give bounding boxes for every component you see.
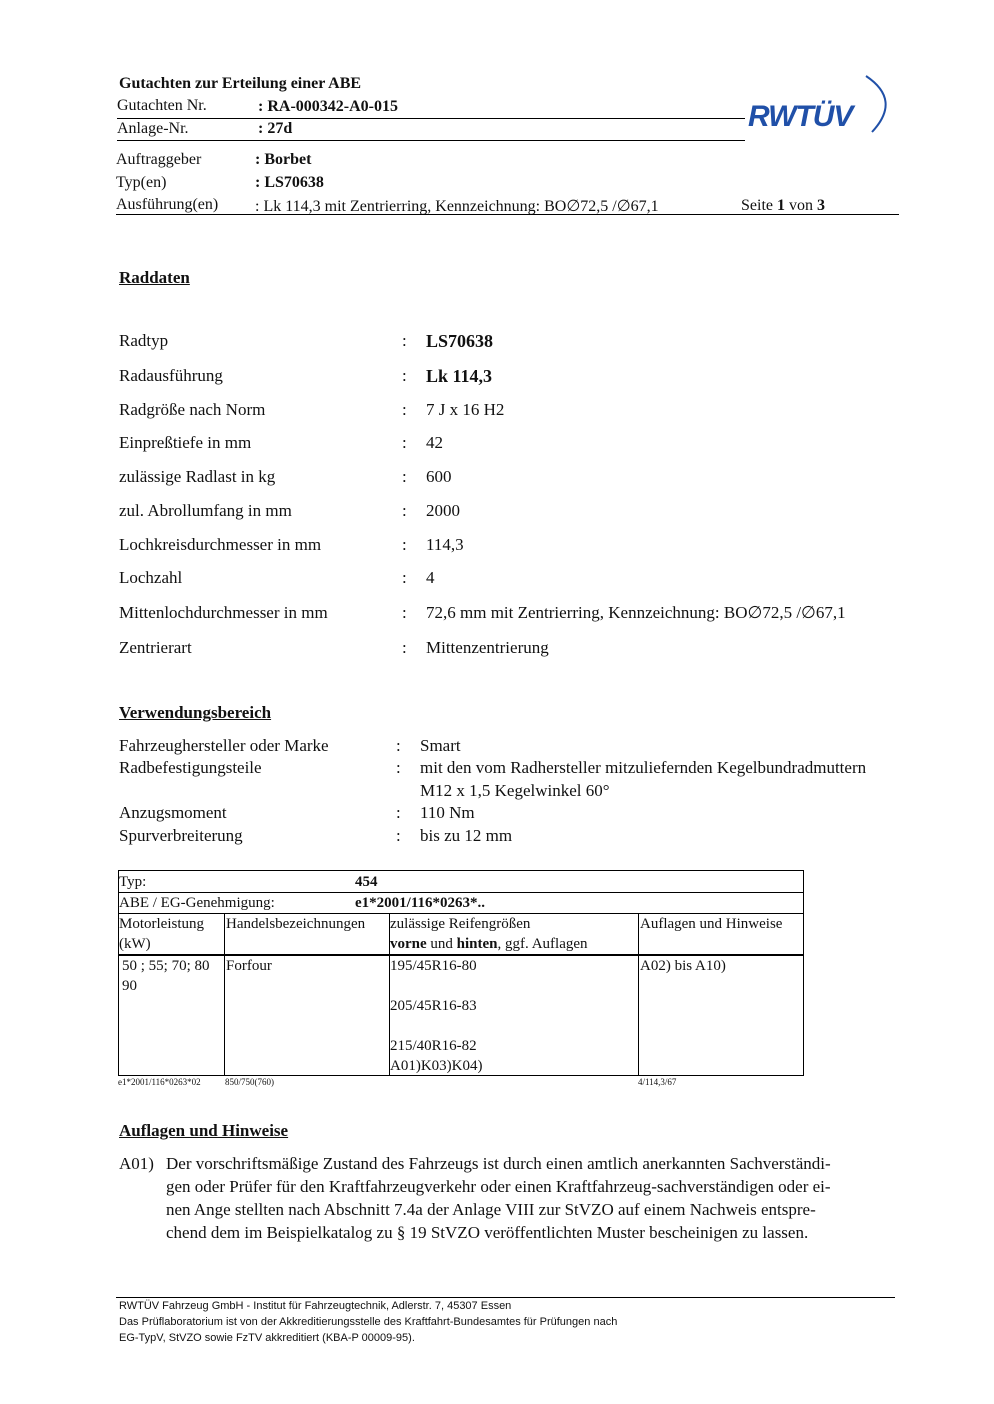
footer-rule: [116, 1297, 895, 1298]
table-abe-value: e1*2001/116*0263*..: [355, 895, 485, 911]
colon: :: [402, 400, 407, 419]
page-number: [741, 197, 825, 215]
raddaten-label: Lochkreisdurchmesser in mm: [119, 535, 322, 554]
raddaten-value: LS70638: [426, 331, 494, 351]
befestigung-value-2: M12 x 1,5 Kegelwinkel 60°: [420, 781, 610, 800]
raddaten-value: 114,3: [426, 535, 464, 554]
col-auflagen-header: Auflagen und Hinweise: [640, 916, 783, 932]
col-reifen-header: zulässige Reifengrößen: [390, 916, 531, 932]
raddaten-row: [119, 501, 919, 525]
colon: :: [402, 366, 407, 385]
table-typ-label: Typ:: [119, 874, 147, 890]
cell-auflagen: A02) bis A10): [640, 958, 726, 974]
table-foot-ec: e1*2001/116*0263*02: [118, 1077, 201, 1087]
footer-line-3: EG-TypV, StVZO sowie FzTV akkreditiert (KBA-P 00009-95).: [119, 1332, 415, 1344]
gutachten-label: Gutachten Nr.: [117, 97, 207, 114]
raddaten-value: Mittenzentrierung: [426, 638, 549, 657]
cell-reifen-4: A01)K03)K04): [390, 1058, 483, 1074]
raddaten-label: Einpreßtiefe in mm: [119, 433, 252, 452]
raddaten-label: Mittenlochdurchmesser in mm: [119, 603, 328, 622]
page-prefix: Seite: [741, 197, 777, 214]
anlage-label: Anlage-Nr.: [117, 120, 189, 137]
cell-reifen-3: 215/40R16-82: [390, 1038, 477, 1054]
reifen-ggf: , ggf. Auflagen: [497, 936, 588, 952]
raddaten-row: [119, 366, 919, 390]
befestigung-row: [119, 757, 919, 803]
table-foot-pcd: 4/114,3/67: [638, 1077, 677, 1087]
colon: :: [402, 501, 407, 520]
auftraggeber-label: Auftraggeber: [116, 151, 202, 168]
raddaten-label: Radtyp: [119, 331, 169, 350]
rwtuev-logo: [742, 70, 894, 138]
auflage-line: gen oder Prüfer für den Kraftfahrzeugverkehr oder einen Kraftfahrzeug-sachverständigen oder ei-: [166, 1177, 831, 1196]
colon: :: [402, 331, 407, 350]
anlage-value: : 27d: [258, 120, 293, 137]
auflage-code: A01): [119, 1154, 154, 1173]
raddaten-row: [119, 400, 919, 424]
raddaten-value: 42: [426, 433, 443, 452]
header-divider-2: [117, 140, 745, 141]
raddaten-value: Lk 114,3: [426, 366, 493, 386]
cell-handel: Forfour: [226, 958, 272, 974]
colon: :: [402, 638, 407, 657]
document-title: Gutachten zur Erteilung einer ABE: [119, 75, 362, 92]
colon: :: [402, 603, 407, 622]
colon: :: [402, 467, 407, 486]
raddaten-row: [119, 467, 919, 491]
anzug-label: Anzugsmoment: [119, 803, 227, 822]
cell-reifen-2: 205/45R16-83: [390, 998, 477, 1014]
raddaten-value: 600: [426, 467, 452, 486]
raddaten-row: [119, 331, 919, 355]
table-abe-label: ABE / EG-Genehmigung:: [119, 895, 275, 911]
raddaten-row: [119, 568, 919, 592]
hersteller-value: Smart: [420, 736, 461, 755]
raddaten-row: [119, 638, 919, 662]
auflagen-title: Auflagen und Hinweise: [119, 1121, 289, 1140]
colon: :: [396, 803, 401, 822]
auflage-line: Der vorschriftsmäßige Zustand des Fahrzeugs ist durch einen amtlich anerkannten Sachverständi-: [166, 1154, 831, 1173]
colon: :: [402, 535, 407, 554]
befestigung-value-1: mit den vom Radhersteller mitzuliefernden Kegelbundradmuttern: [420, 758, 867, 777]
col-motor-header: Motorleistung: [119, 916, 204, 932]
hersteller-label: Fahrzeughersteller oder Marke: [119, 736, 329, 755]
reifen-und: und: [426, 936, 457, 952]
logo-text: RWTÜV: [748, 100, 853, 133]
ausfuehrung-label: Ausführung(en): [116, 196, 219, 213]
gutachten-value: : RA-000342-A0-015: [258, 98, 398, 115]
page-total: 3: [817, 197, 825, 214]
raddaten-label: Lochzahl: [119, 568, 183, 587]
raddaten-value: 7 J x 16 H2: [426, 400, 505, 419]
cell-motor-1: 50 ; 55; 70; 80: [122, 958, 210, 974]
raddaten-value: 4: [426, 568, 435, 587]
raddaten-value: 2000: [426, 501, 460, 520]
verwendung-title: Verwendungsbereich: [119, 703, 272, 722]
typ-label: Typ(en): [116, 174, 167, 191]
footer-line-1: RWTÜV Fahrzeug GmbH - Institut für Fahrzeugtechnik, Adlerstr. 7, 45307 Essen: [119, 1300, 512, 1312]
colon: :: [396, 736, 401, 755]
table-rule: [638, 913, 639, 1075]
befestigung-label: Radbefestigungsteile: [119, 758, 262, 777]
colon: :: [396, 826, 401, 845]
colon: :: [402, 433, 407, 452]
table-typ-value: 454: [355, 874, 378, 890]
raddaten-label: zul. Abrollumfang in mm: [119, 501, 292, 520]
reifen-vorne: vorne: [390, 936, 427, 952]
cell-motor-2: 90: [122, 978, 137, 994]
spur-value: bis zu 12 mm: [420, 826, 513, 845]
reifen-hinten: hinten: [456, 936, 498, 952]
footer-line-2: Das Prüflaboratorium ist von der Akkreditierungsstelle des Kraftfahrt-Bundesamtes für Prüfungen nach: [119, 1316, 618, 1328]
header-divider-1: [117, 118, 745, 119]
auflage-line: nen Ange stellten nach Abschnitt 7.4a der Anlage VIII zur StVZO auf einem Nachweis entspre-: [166, 1200, 816, 1219]
raddaten-value: 72,6 mm mit Zentrierring, Kennzeichnung: BO∅72,5 /∅67,1: [426, 603, 846, 622]
raddaten-row: [119, 603, 919, 627]
cell-reifen-1: 195/45R16-80: [390, 958, 477, 974]
raddaten-label: Zentrierart: [119, 638, 192, 657]
col-motor-unit: (kW): [119, 936, 151, 952]
header-bottom-rule: [116, 214, 899, 215]
tyre-table: [118, 870, 804, 1076]
raddaten-row: [119, 433, 919, 457]
auftraggeber-value: : Borbet: [255, 151, 312, 168]
typ-value: : LS70638: [255, 174, 324, 191]
raddaten-label: zulässige Radlast in kg: [119, 467, 276, 486]
raddaten-title: Raddaten: [119, 268, 190, 287]
page-mid: von: [785, 197, 817, 214]
col-handel-header: Handelsbezeichnungen: [226, 916, 366, 932]
raddaten-label: Radgröße nach Norm: [119, 400, 266, 419]
colon: :: [402, 568, 407, 587]
col-reifen-subheader: [390, 934, 588, 954]
ausfuehrung-value: : Lk 114,3 mit Zentrierring, Kennzeichnung: BO∅72,5 /∅67,1: [255, 198, 659, 215]
table-rule: [224, 913, 225, 1075]
raddaten-row: [119, 535, 919, 559]
auflage-line: chend dem im Beispielkatalog zu § 19 StVZO veröffentlichten Muster bescheinigen zu lassen.: [166, 1223, 809, 1242]
spur-label: Spurverbreiterung: [119, 826, 243, 845]
table-foot-mass: 850/750(760): [225, 1077, 274, 1087]
raddaten-label: Radausführung: [119, 366, 223, 385]
anzug-value: 110 Nm: [420, 803, 475, 822]
page-current: 1: [777, 197, 785, 214]
colon: :: [396, 758, 401, 777]
